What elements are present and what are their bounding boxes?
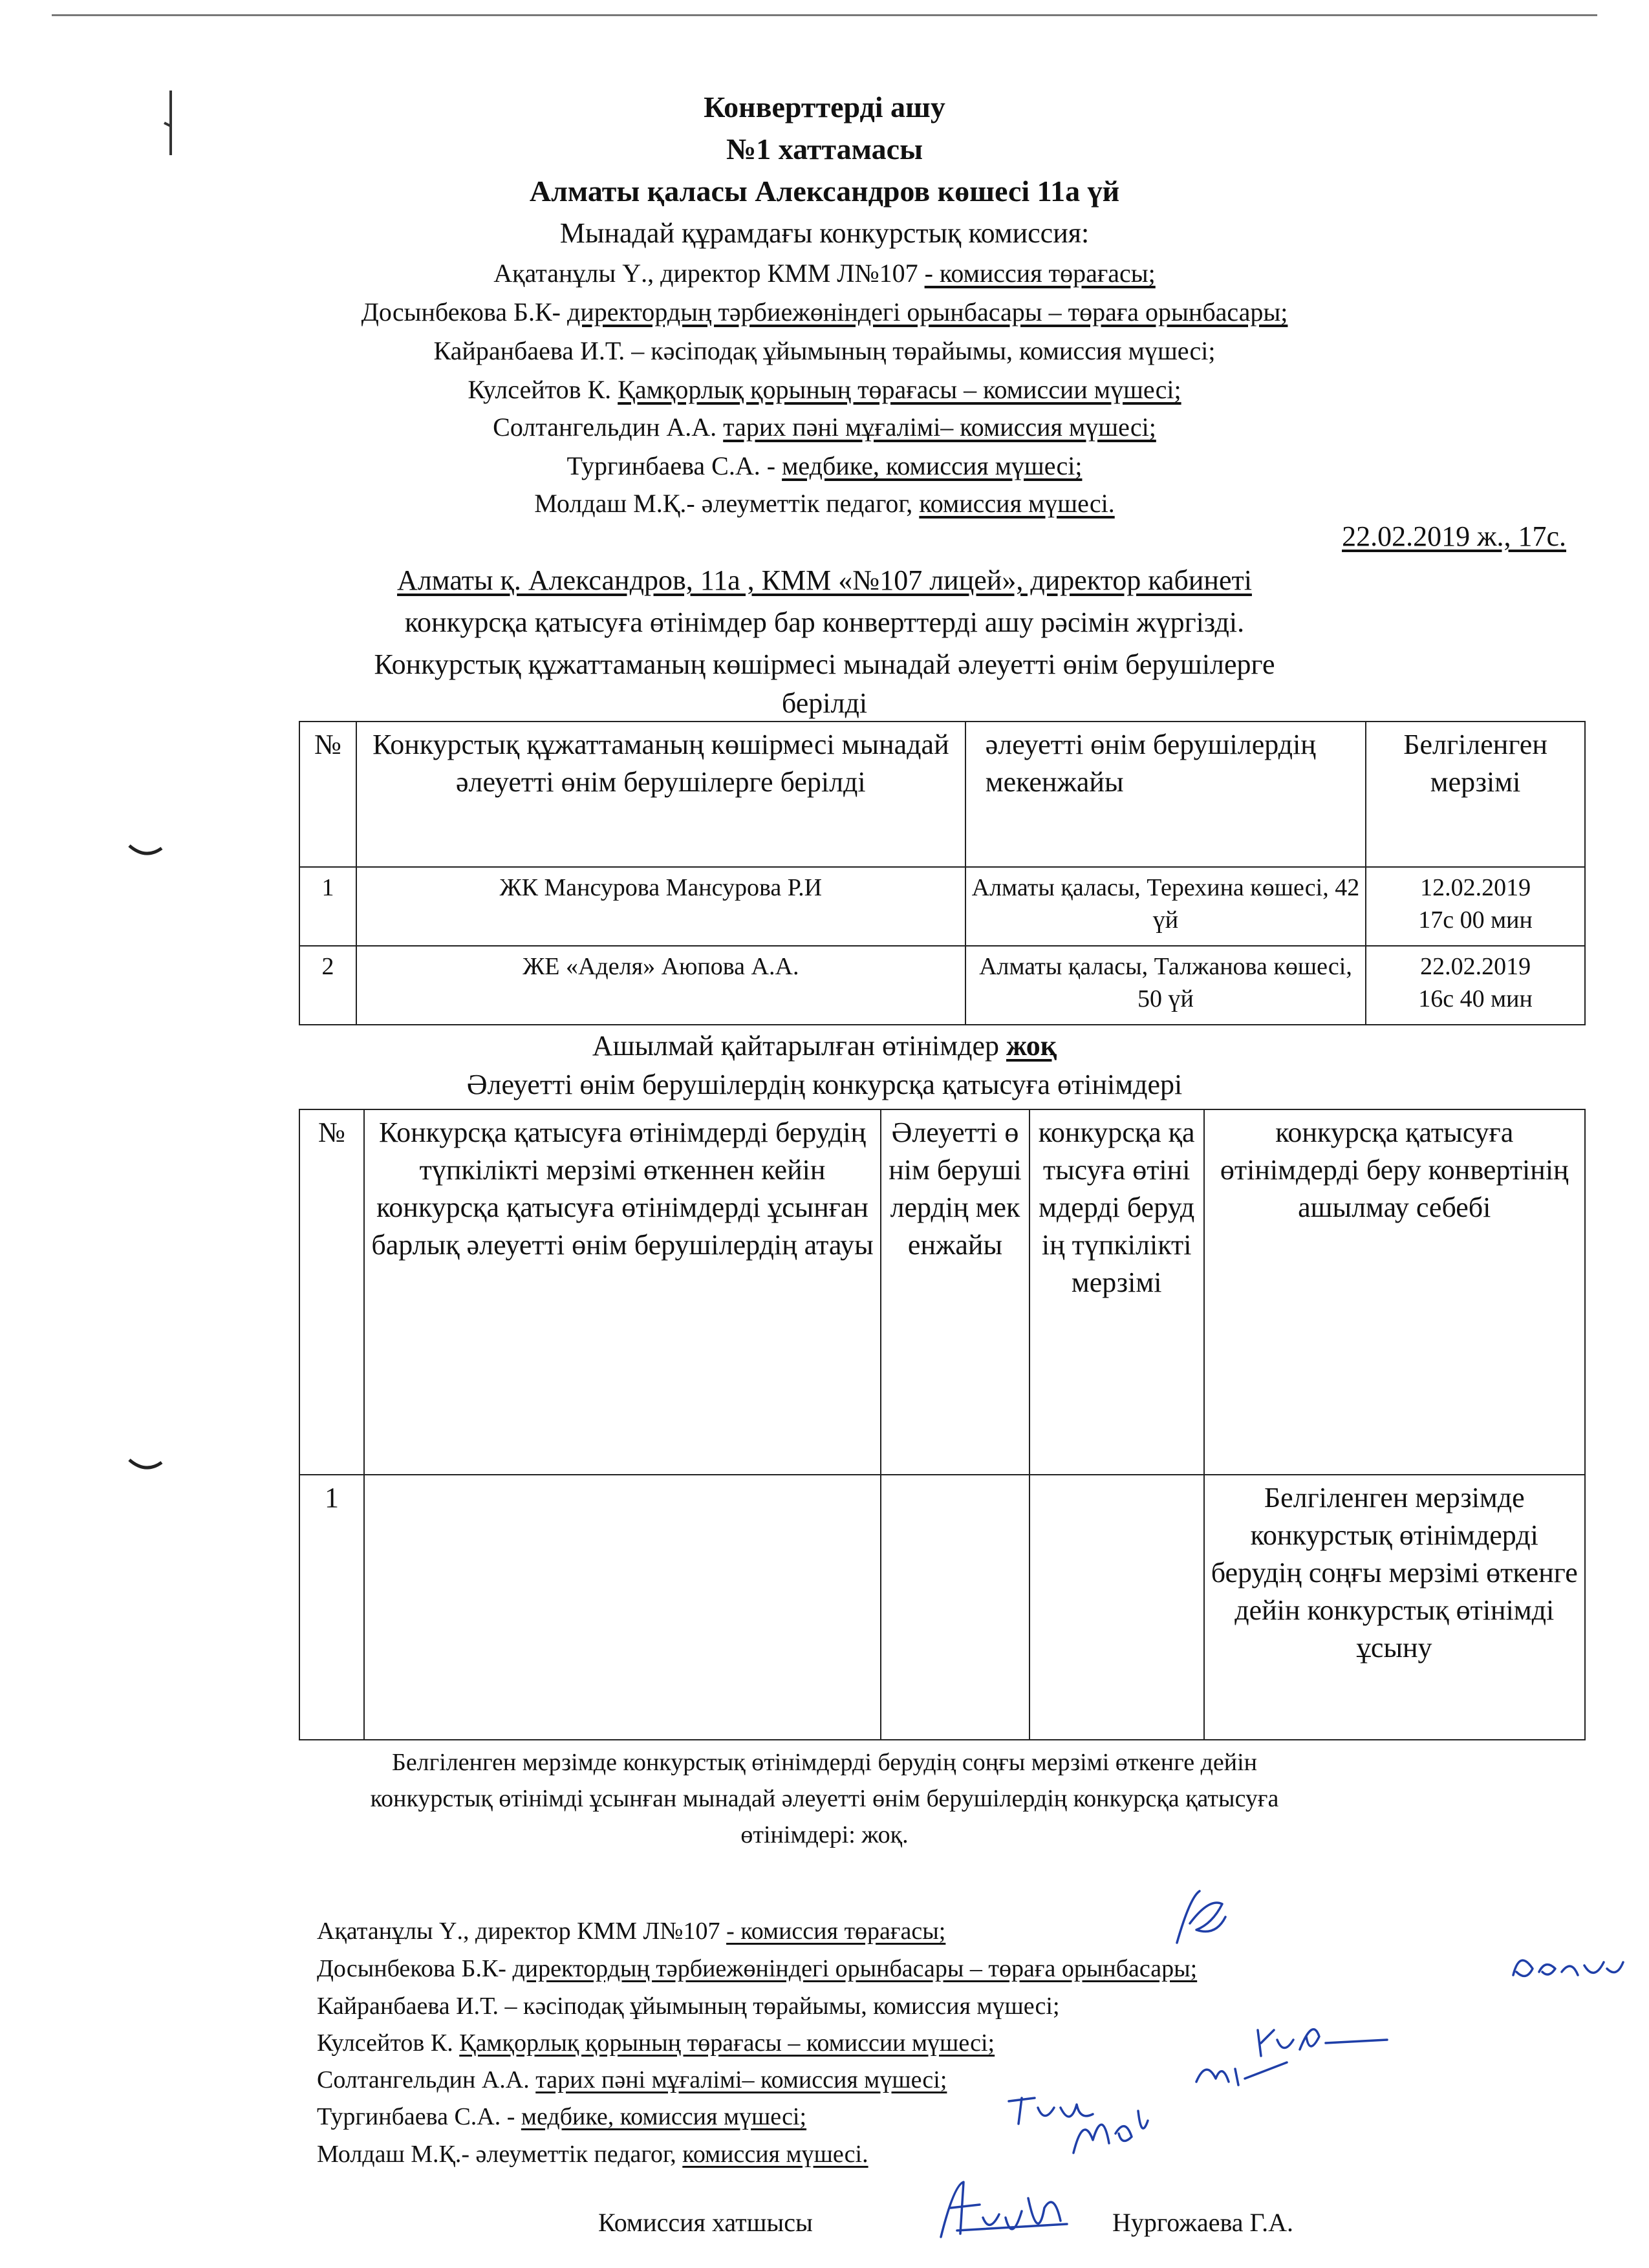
signature-line: Ақатанұлы Ү., директор КММ Л№107 - комиссия төрағасы; [317, 1918, 946, 1945]
table-header-row [299, 722, 1585, 867]
copies-text-cont: берілді [781, 687, 868, 719]
secretary-label: Комиссия хатшысы [598, 2208, 813, 2237]
row-num: 2 [299, 946, 356, 1025]
row-deadline: 22.02.2019 16с 40 мин [1366, 946, 1585, 1025]
footnote-line: конкурстық өтінімді ұсынған мынадай әлеуетті өнім берушілердің конкурсқа қатысуға [370, 1785, 1279, 1812]
row-deadline [1029, 1475, 1204, 1740]
signature-line: Солтангельдин А.А. тарих пәні мұғалімі– комиссия мүшесі; [317, 2066, 947, 2093]
row-deadline: 12.02.2019 17с 00 мин [1366, 867, 1585, 946]
signature-line: Молдаш М.Қ.- әлеуметтік педагог, комиссия мүшесі. [317, 2141, 868, 2168]
table-row [299, 1475, 1585, 1740]
member-line: Тургинбаева С.А. - медбике, комиссия мүшесі; [566, 451, 1083, 480]
member-line: Ақатанұлы Ү., директор КММ Л№107 - комиссия төрағасы; [493, 259, 1156, 288]
row-reason: Белгіленген мерзімде конкурстық өтінімдерді берудің соңғы мерзімі өткенге дейін конкурстық өтінімді ұсыну [1204, 1475, 1586, 1740]
signature-mark-5-icon [1190, 2049, 1293, 2095]
row-name: ЖК Мансурова Мансурова Р.И [356, 867, 965, 946]
commission-intro: Мынадай құрамдағы конкурстық комиссия: [559, 217, 1090, 249]
footnote-line: өтінімдері: жоқ. [740, 1821, 909, 1848]
secretary-name: Нургожаева Г.А. [1112, 2208, 1294, 2237]
signature-line: Кайранбаева И.Т. – кәсіподақ ұйымының төрайымы, комиссия мүшесі; [317, 1993, 1060, 2020]
signature-mark-7-icon [1064, 2095, 1161, 2166]
returned-applications: Ашылмай қайтарылған өтінімдер жоқ [592, 1030, 1057, 1062]
signature-mark-secretary-icon [931, 2172, 1080, 2250]
signature-line: Тургинбаева С.А. - медбике, комиссия мүшесі; [317, 2103, 807, 2130]
signature-mark-1-icon [1164, 1885, 1242, 1956]
protocol-number: №1 хаттамасы [726, 133, 923, 166]
header-address: әлеуетті өнім берушілердің мекенжайы [965, 722, 1366, 867]
header-deadline: конкурсқа қатысуға өтінімдерді берудің түпкілікті мерзімі [1029, 1109, 1204, 1475]
header-reason: конкурсқа қатысуға өтінімдерді беру конвертінің ашылмау себебі [1204, 1109, 1586, 1475]
meeting-place: Алматы қ. Александров, 11а , КММ «№107 лицей», директор кабинеті [397, 564, 1252, 596]
procedure-text: конкурсқа қатысуға өтінімдер бар конверттерді ашу рәсімін жүргізді. [404, 606, 1245, 638]
row-num: 1 [299, 867, 356, 946]
header-num: № [299, 1109, 364, 1475]
footnote-line: Белгіленген мерзімде конкурстық өтінімдерді берудің соңғы мерзімі өткенге дейін [392, 1749, 1257, 1776]
signature-line: Кулсейтов К. Қамқорлық қорының төрағасы – комиссии мүшесі; [317, 2029, 995, 2057]
scan-top-edge [52, 14, 1597, 16]
header-address: Әлеуетті өнім берушілердің мекенжайы [881, 1109, 1029, 1475]
member-line: Солтангельдин А.А. тарих пәні мұғалімі– комиссия мүшесі; [493, 412, 1156, 442]
signature-mark-2-icon [1507, 1943, 1630, 1995]
copies-table [299, 721, 1586, 1025]
applications-table [299, 1109, 1586, 1740]
table-header-row [299, 1109, 1585, 1475]
hole-punch-icon [126, 1455, 165, 1474]
row-address: Алматы қаласы, Талжанова көшесі, 50 үй [965, 946, 1366, 1025]
member-line: Досынбекова Б.К- директордың тәрбиежөніндегі орынбасары – төраға орынбасары; [361, 297, 1288, 326]
member-line: Кулсейтов К. Қамқорлық қорының төрағасы – комиссии мүшесі; [468, 375, 1181, 404]
row-num: 1 [299, 1475, 364, 1740]
table-row [299, 867, 1585, 946]
hole-punch-icon [126, 840, 165, 860]
table-row [299, 946, 1585, 1025]
signature-line: Досынбекова Б.К- директордың тәрбиежөніндегі орынбасары – төраға орынбасары; [317, 1955, 1198, 1982]
row-name: ЖЕ «Аделя» Аюпова А.А. [356, 946, 965, 1025]
meeting-date: 22.02.2019 ж., 17с. [1342, 520, 1566, 552]
header-name: Конкурстық құжаттаманың көшірмесі мынадай әлеуетті өнім берушілерге берілді [356, 722, 965, 867]
member-line: Молдаш М.Қ.- әлеуметтік педагог, комиссия мүшесі. [534, 489, 1115, 518]
row-address: Алматы қаласы, Терехина көшесі, 42 үй [965, 867, 1366, 946]
header-deadline: Белгіленген мерзімі [1366, 722, 1585, 867]
applications-title: Әлеуетті өнім берушілердің конкурсқа қатысуға өтінімдері [466, 1069, 1183, 1100]
row-name [364, 1475, 881, 1740]
row-address [881, 1475, 1029, 1740]
document-title: Конверттерді ашу [704, 91, 945, 123]
member-line: Кайранбаева И.Т. – кәсіподақ ұйымының төрайымы, комиссия мүшесі; [433, 336, 1216, 365]
header-num: № [299, 722, 356, 867]
copies-text: Конкурстық құжаттаманың көшірмесі мынадай әлеуетті өнім берушілерге [374, 648, 1275, 680]
header-name: Конкурсқа қатысуға өтінімдерді берудің түпкілікті мерзімі өткеннен кейін конкурсқа қатысуға өтінімдерді ұсынған барлық әлеуетті өнім берушілердің атауы [364, 1109, 881, 1475]
address-heading: Алматы қаласы Александров көшесі 11а үй [529, 175, 1120, 208]
